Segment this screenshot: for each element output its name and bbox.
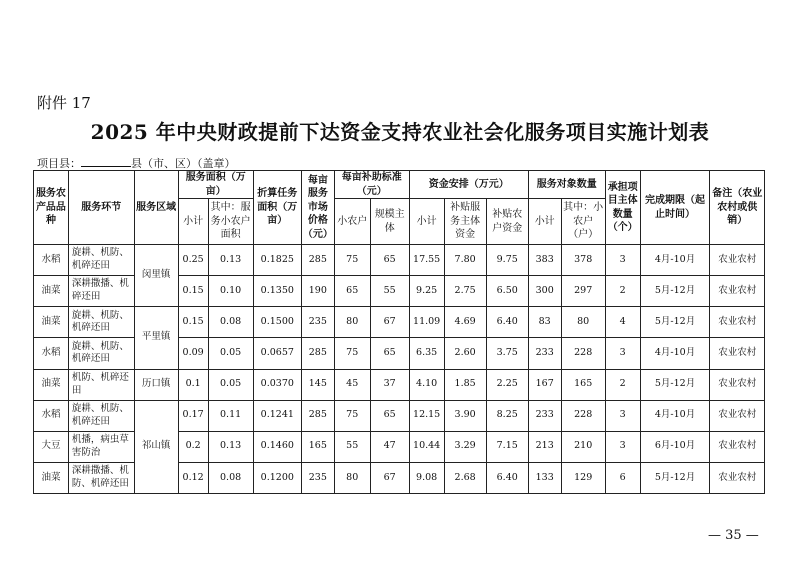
cell-subsidy-small: 75: [334, 400, 370, 431]
cell-product: 水稻: [34, 338, 69, 369]
cell-fund-entity: 2.75: [444, 276, 486, 307]
cell-obj-small: 297: [561, 276, 605, 307]
cell-area-subtotal: 0.09: [178, 338, 208, 369]
cell-obj-subtotal: 233: [528, 338, 561, 369]
cell-fund-entity: 2.60: [444, 338, 486, 369]
cell-entities: 2: [605, 276, 640, 307]
cell-entities: 3: [605, 245, 640, 276]
cell-fund-entity: 1.85: [444, 369, 486, 400]
cell-subsidy-large: 37: [370, 369, 409, 400]
cell-converted: 0.1241: [253, 400, 301, 431]
cell-link: 旋耕、机防、机碎还田: [68, 245, 134, 276]
header-area-subtotal: 小计: [178, 199, 208, 245]
cell-price: 285: [301, 245, 334, 276]
cell-fund-farmer: 6.40: [486, 307, 528, 338]
county-label-suffix: 县（市、区）（盖章）: [131, 157, 236, 170]
header-region: 服务区域: [134, 171, 178, 245]
header-deadline: 完成期限（起止时间）: [640, 171, 710, 245]
cell-subsidy-large: 47: [370, 431, 409, 462]
header-product: 服务农产品品种: [34, 171, 69, 245]
cell-link: 机播，病虫草害防治: [68, 431, 134, 462]
attachment-label: 附件 17: [37, 94, 91, 112]
cell-fund-entity: 7.80: [444, 245, 486, 276]
cell-deadline: 6月-10月: [640, 431, 710, 462]
cell-region: 平里镇: [134, 307, 178, 369]
cell-entities: 2: [605, 369, 640, 400]
header-converted-area: 折算任务面积（万亩）: [253, 171, 301, 245]
header-objects-subtotal: 小计: [528, 199, 561, 245]
cell-entities: 3: [605, 431, 640, 462]
cell-product: 大豆: [34, 431, 69, 462]
cell-remark: 农业农村: [710, 276, 765, 307]
cell-area-small: 0.05: [208, 338, 253, 369]
cell-deadline: 5月-12月: [640, 276, 710, 307]
cell-subsidy-large: 67: [370, 462, 409, 493]
cell-obj-small: 378: [561, 245, 605, 276]
cell-area-small: 0.13: [208, 431, 253, 462]
cell-obj-small: 165: [561, 369, 605, 400]
cell-subsidy-small: 45: [334, 369, 370, 400]
cell-link: 深耕撒播、机防、机碎还田: [68, 462, 134, 493]
cell-remark: 农业农村: [710, 400, 765, 431]
header-entities: 承担项目主体数量（个）: [605, 171, 640, 245]
county-line: [37, 155, 236, 171]
cell-entities: 6: [605, 462, 640, 493]
cell-fund-subtotal: 17.55: [409, 245, 444, 276]
plan-table: [33, 170, 765, 494]
cell-subsidy-large: 65: [370, 400, 409, 431]
document-title: 2025 年中央财政提前下达资金支持农业社会化服务项目实施计划表: [90, 120, 710, 144]
cell-product: 油菜: [34, 307, 69, 338]
cell-entities: 4: [605, 307, 640, 338]
cell-converted: 0.1460: [253, 431, 301, 462]
cell-remark: 农业农村: [710, 462, 765, 493]
cell-price: 145: [301, 369, 334, 400]
cell-area-small: 0.13: [208, 245, 253, 276]
cell-fund-farmer: 6.50: [486, 276, 528, 307]
cell-fund-subtotal: 4.10: [409, 369, 444, 400]
header-objects-group: 服务对象数量: [528, 171, 605, 199]
cell-remark: 农业农村: [710, 431, 765, 462]
cell-area-subtotal: 0.12: [178, 462, 208, 493]
cell-subsidy-small: 65: [334, 276, 370, 307]
cell-subsidy-small: 75: [334, 245, 370, 276]
header-funds-farmer: 补贴农户资金: [486, 199, 528, 245]
cell-region: 祁山镇: [134, 400, 178, 493]
county-blank: [81, 156, 131, 167]
cell-converted: 0.1200: [253, 462, 301, 493]
cell-deadline: 5月-12月: [640, 462, 710, 493]
cell-area-subtotal: 0.25: [178, 245, 208, 276]
header-link: 服务环节: [68, 171, 134, 245]
cell-area-subtotal: 0.2: [178, 431, 208, 462]
cell-obj-small: 228: [561, 400, 605, 431]
cell-obj-subtotal: 213: [528, 431, 561, 462]
cell-entities: 3: [605, 338, 640, 369]
cell-price: 165: [301, 431, 334, 462]
cell-deadline: 4月-10月: [640, 338, 710, 369]
table-row: [34, 400, 765, 431]
cell-obj-small: 228: [561, 338, 605, 369]
cell-fund-subtotal: 9.08: [409, 462, 444, 493]
cell-deadline: 5月-12月: [640, 307, 710, 338]
cell-subsidy-small: 55: [334, 431, 370, 462]
table-row: [34, 307, 765, 338]
cell-deadline: 5月-12月: [640, 369, 710, 400]
cell-product: 水稻: [34, 245, 69, 276]
cell-obj-subtotal: 300: [528, 276, 561, 307]
cell-price: 235: [301, 307, 334, 338]
cell-converted: 0.1350: [253, 276, 301, 307]
cell-link: 旋耕、机防、机碎还田: [68, 338, 134, 369]
cell-obj-subtotal: 167: [528, 369, 561, 400]
cell-fund-entity: 4.69: [444, 307, 486, 338]
cell-product: 油菜: [34, 369, 69, 400]
header-area-small-farmer: 其中：服务小农户面积: [208, 199, 253, 245]
header-remark: 备注（农业农村或供销）: [710, 171, 765, 245]
cell-price: 235: [301, 462, 334, 493]
cell-fund-farmer: 8.25: [486, 400, 528, 431]
header-price: 每亩服务市场价格（元）: [301, 171, 334, 245]
cell-obj-small: 210: [561, 431, 605, 462]
cell-region: 历口镇: [134, 369, 178, 400]
cell-fund-entity: 3.29: [444, 431, 486, 462]
cell-fund-subtotal: 11.09: [409, 307, 444, 338]
county-label-prefix: 项目县：: [37, 157, 81, 170]
cell-region: 闵里镇: [134, 245, 178, 307]
cell-obj-small: 129: [561, 462, 605, 493]
header-subsidy-small: 小农户: [334, 199, 370, 245]
cell-converted: 0.0657: [253, 338, 301, 369]
cell-deadline: 4月-10月: [640, 245, 710, 276]
cell-remark: 农业农村: [710, 245, 765, 276]
cell-link: 机防、机碎还田: [68, 369, 134, 400]
cell-fund-subtotal: 9.25: [409, 276, 444, 307]
cell-subsidy-large: 65: [370, 245, 409, 276]
page-number: — 35 —: [708, 528, 759, 543]
header-subsidy-large: 规模主体: [370, 199, 409, 245]
table-row: [34, 245, 765, 276]
table-row: [34, 369, 765, 400]
cell-subsidy-large: 65: [370, 338, 409, 369]
cell-link: 旋耕、机防、机碎还田: [68, 400, 134, 431]
cell-fund-farmer: 3.75: [486, 338, 528, 369]
cell-price: 285: [301, 400, 334, 431]
header-funds-subtotal: 小计: [409, 199, 444, 245]
cell-price: 285: [301, 338, 334, 369]
cell-product: 油菜: [34, 276, 69, 307]
cell-area-subtotal: 0.17: [178, 400, 208, 431]
cell-converted: 0.1825: [253, 245, 301, 276]
cell-subsidy-small: 80: [334, 462, 370, 493]
cell-area-small: 0.08: [208, 462, 253, 493]
cell-fund-entity: 3.90: [444, 400, 486, 431]
cell-remark: 农业农村: [710, 338, 765, 369]
header-subsidy-group: 每亩补助标准（元）: [334, 171, 409, 199]
cell-fund-entity: 2.68: [444, 462, 486, 493]
header-objects-small-farmer: 其中：小农户（户）: [561, 199, 605, 245]
cell-obj-subtotal: 233: [528, 400, 561, 431]
cell-area-small: 0.10: [208, 276, 253, 307]
header-area-group: 服务面积（万亩）: [178, 171, 253, 199]
cell-subsidy-small: 75: [334, 338, 370, 369]
cell-obj-subtotal: 83: [528, 307, 561, 338]
cell-area-subtotal: 0.1: [178, 369, 208, 400]
cell-area-small: 0.05: [208, 369, 253, 400]
cell-subsidy-large: 55: [370, 276, 409, 307]
cell-subsidy-large: 67: [370, 307, 409, 338]
cell-product: 水稻: [34, 400, 69, 431]
cell-fund-subtotal: 10.44: [409, 431, 444, 462]
cell-fund-subtotal: 6.35: [409, 338, 444, 369]
cell-remark: 农业农村: [710, 307, 765, 338]
cell-area-subtotal: 0.15: [178, 276, 208, 307]
cell-fund-subtotal: 12.15: [409, 400, 444, 431]
cell-converted: 0.0370: [253, 369, 301, 400]
cell-entities: 3: [605, 400, 640, 431]
cell-area-small: 0.11: [208, 400, 253, 431]
cell-fund-farmer: 6.40: [486, 462, 528, 493]
cell-fund-farmer: 2.25: [486, 369, 528, 400]
cell-obj-subtotal: 133: [528, 462, 561, 493]
cell-link: 深耕撒播、机碎还田: [68, 276, 134, 307]
cell-remark: 农业农村: [710, 369, 765, 400]
cell-price: 190: [301, 276, 334, 307]
cell-area-subtotal: 0.15: [178, 307, 208, 338]
header-funds-service-entity: 补贴服务主体资金: [444, 199, 486, 245]
cell-fund-farmer: 7.15: [486, 431, 528, 462]
cell-area-small: 0.08: [208, 307, 253, 338]
cell-converted: 0.1500: [253, 307, 301, 338]
cell-deadline: 4月-10月: [640, 400, 710, 431]
cell-obj-subtotal: 383: [528, 245, 561, 276]
cell-subsidy-small: 80: [334, 307, 370, 338]
cell-product: 油菜: [34, 462, 69, 493]
cell-link: 旋耕、机防、机碎还田: [68, 307, 134, 338]
cell-obj-small: 80: [561, 307, 605, 338]
cell-fund-farmer: 9.75: [486, 245, 528, 276]
header-funds-group: 资金安排（万元）: [409, 171, 528, 199]
